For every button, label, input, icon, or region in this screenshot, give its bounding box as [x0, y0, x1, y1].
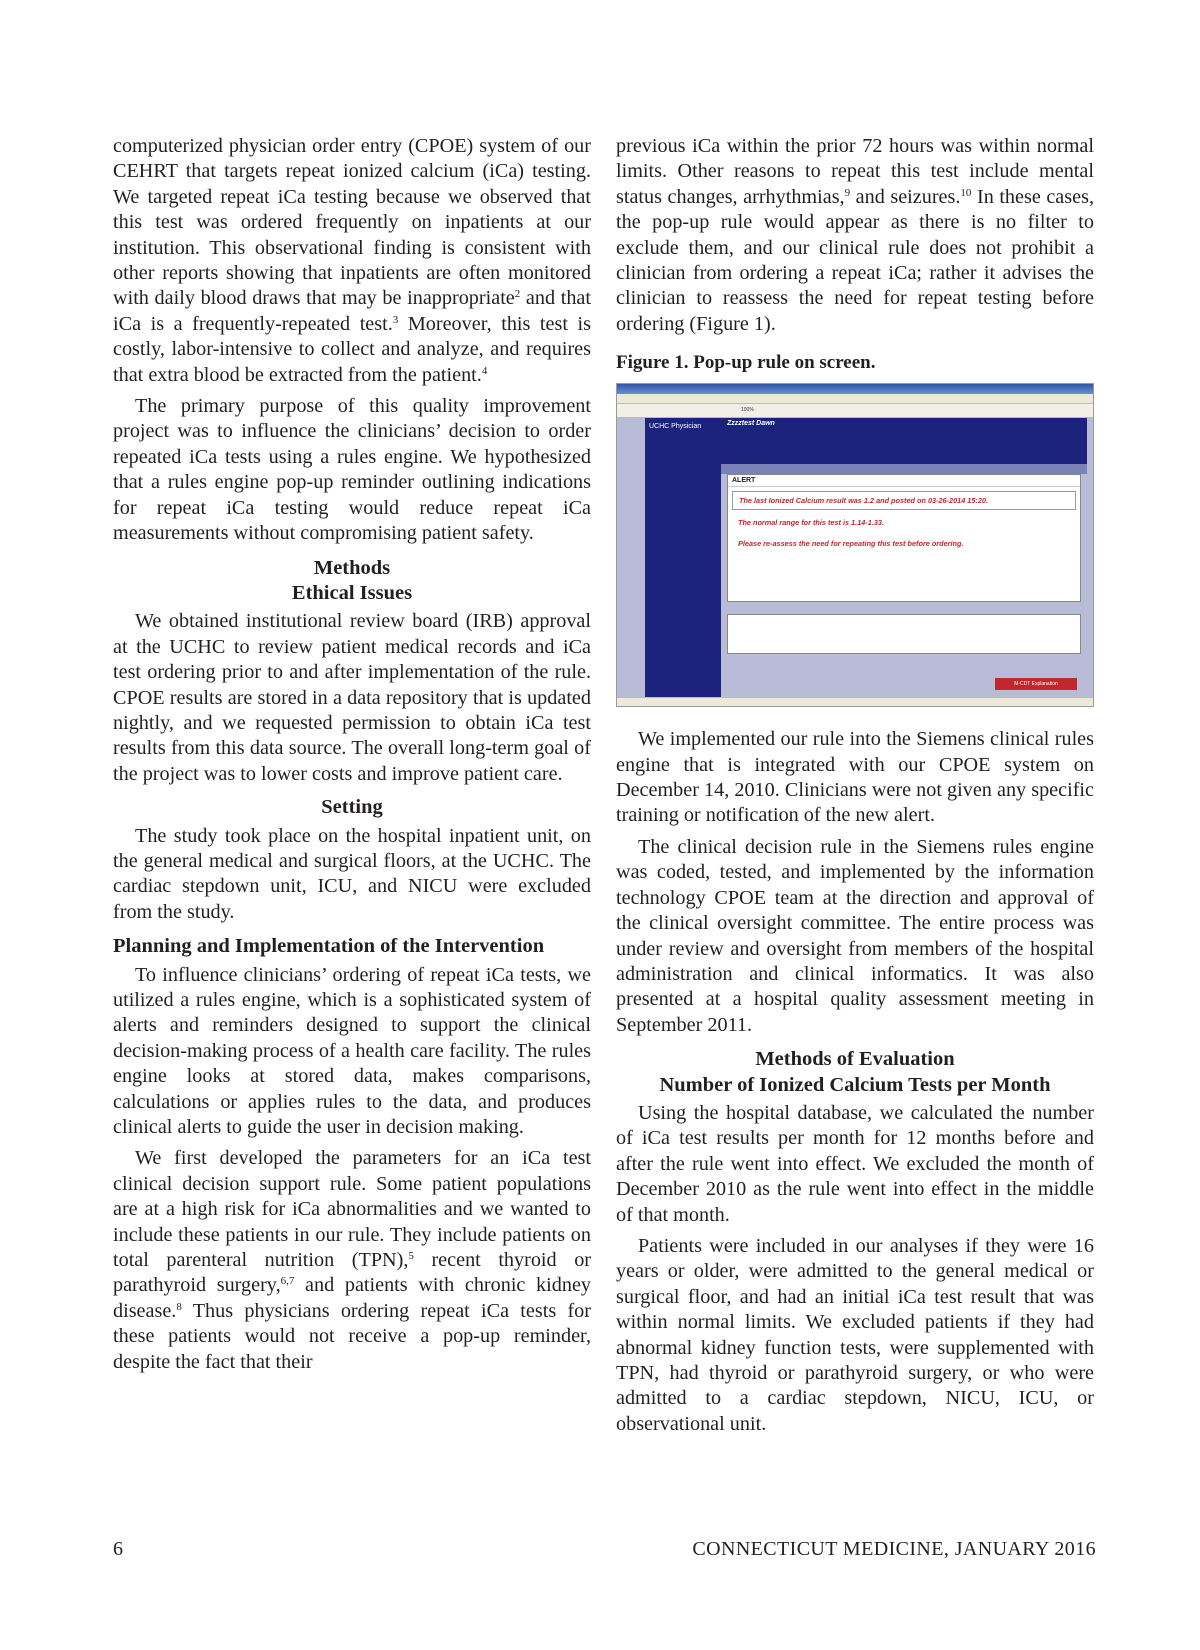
order-subheader	[721, 464, 1087, 474]
main-panel	[721, 418, 1087, 698]
paragraph-decision-rule: The clinical decision rule in the Siemens rules engine was coded, tested, and implemented by the information technology CPOE team at the direction and approval of the clinical oversight committee. The entire process was under review and oversight from members of the hospital administration and clinical informatics. It was also presented at a hospital quality assessment meeting in September 2011.	[616, 835, 1094, 1036]
alert-box	[727, 474, 1081, 602]
paragraph-setting: The study took place on the hospital inpatient unit, on the general medical and surgical floors, at the UCHC. The cardiac stepdown unit, ICU, and NICU were excluded from the study.	[113, 824, 591, 923]
heading-methods: Methods	[313, 556, 391, 579]
left-column	[113, 134, 591, 1375]
paragraph-intro-cont: computerized physician order entry (CPOE) system of our CEHRT that targets repeat ionized calcium (iCa) testing. We targeted repeat iCa testing because we observed that this test was ordered frequently on inpatients at our institution. This observational finding is consistent with other reports showing that inpatients are often monitored with daily blood draws that may be inappropriate$^2$ and that iCa is a frequently-repeated test.$^3$ Moreover, this test is costly, labor-intensive to collect and analyze, and requires that extra blood be extracted from the patient.$^4$	[113, 135, 592, 386]
disclaimer-box	[727, 614, 1081, 654]
paragraph-previous-ica: previous iCa within the prior 72 hours was within normal limits. Other reasons to repeat this test include mental status changes, arrhythmias,$^9$ and seizures.$^{10}$ In these cases, the pop-up rule would appear as there is no filter to exclude them, and our clinical rule does not prohibit a clinician from ordering a repeat iCa; rather it advises the clinician to reassess the need for repeat testing before ordering (Figure 1).	[616, 135, 1094, 335]
alert-reassess: Please re-assess the need for repeating this test before ordering.	[738, 539, 964, 549]
right-column	[616, 134, 1094, 1437]
heading-number-ica-tests: Number of Ionized Calcium Tests per Month	[659, 1073, 1051, 1096]
page-number: 6	[113, 1538, 124, 1560]
heading-setting: Setting	[321, 796, 383, 819]
window-toolbar	[617, 404, 1093, 418]
alert-label: ALERT	[728, 475, 1080, 487]
patient-banner	[721, 418, 1087, 464]
window-menubar	[617, 394, 1093, 404]
paragraph-rules-engine: To influence clinicians’ ordering of repeat iCa tests, we utilized a rules engine, which is a sophisticated system of alerts and reminders designed to support the clinical decision-making process of a health care facility. The rules engine looks at stored data, makes comparisons, calculations or applies rules to the data, and produces clinical alerts to guide the user in decision making.	[113, 963, 591, 1139]
paragraph-database: Using the hospital database, we calculated the number of iCa test results per month for 12 months before and after the rule went into effect. We excluded the month of December 2010 as the rule went into effect in the middle of that month.	[616, 1101, 1094, 1226]
app-name: UCHC Physician	[649, 423, 702, 431]
patient-name: Zzzztest Dawn	[727, 420, 775, 428]
heading-ethical-issues: Ethical Issues	[291, 581, 413, 604]
paragraph-irb: We obtained institutional review board (IRB) approval at the UCHC to review patient medical records and iCa test ordering prior to and after implementation of the rule. CPOE results are stored in a data repository that is updated nightly, and we requested permission to obtain iCa test results from this data source. The overall long-term goal of the project was to lower costs and improve patient care.	[113, 610, 591, 785]
paragraph-purpose: The primary purpose of this quality improvement project was to influence the clinicians’ decision to order repeated iCa tests using a rules engine. We hypothesized that a rules engine pop-up reminder outlining indications for repeat iCa testing would reduce repeat iCa measurements without compromising patient safety.	[113, 395, 591, 545]
status-bar	[617, 697, 1093, 706]
zoom-level: 100%	[741, 407, 754, 414]
journal-footer: CONNECTICUT MEDICINE, JANUARY 2016	[692, 1538, 1096, 1560]
heading-methods-evaluation: Methods of Evaluation	[755, 1048, 955, 1071]
explanation-button[interactable]: M-CDT Explanation	[995, 678, 1077, 690]
paragraph-implemented: We implemented our rule into the Siemens clinical rules engine that is integrated with our CPOE system on December 14, 2010. Clinicians were not given any specific training or notification of the new alert.	[616, 728, 1094, 827]
alert-normal-range: The normal range for this test is 1.14-1.33.	[738, 518, 884, 528]
paragraph-parameters: We first developed the parameters for an iCa test clinical decision support rule. Some patient populations are at a high risk for iCa abnormalities and we wanted to include these patients in our rule. They include patients on total parenteral nutrition (TPN),$^5$ recent thyroid or parathyroid surgery,$^{6,7}$ and patients with chronic kidney disease.$^8$ Thus physicians ordering repeat iCa tests for these patients would not receive a pop-up reminder, despite the fact that their	[113, 1147, 592, 1373]
window-titlebar	[617, 384, 1093, 394]
app-body	[617, 418, 1093, 698]
figure-caption: Figure 1. Pop-up rule on screen.	[616, 352, 876, 374]
figure-screenshot	[616, 383, 1094, 707]
nav-sidebar	[645, 418, 721, 698]
heading-planning: Planning and Implementation of the Intervention	[113, 935, 545, 958]
alert-last-result: The last Ionized Calcium result was 1.2 and posted on 03-26-2014 15:20.	[732, 491, 1076, 510]
paragraph-inclusion: Patients were included in our analyses if they were 16 years or older, were admitted to the general medical or surgical floor, and had an initial iCa test result that was within normal limits. We excluded patients if they had abnormal kidney function tests, were supplemented with TPN, had thyroid or parathyroid surgery, or who were admitted to a cardiac stepdown, NICU, ICU, or observational unit.	[616, 1234, 1094, 1435]
